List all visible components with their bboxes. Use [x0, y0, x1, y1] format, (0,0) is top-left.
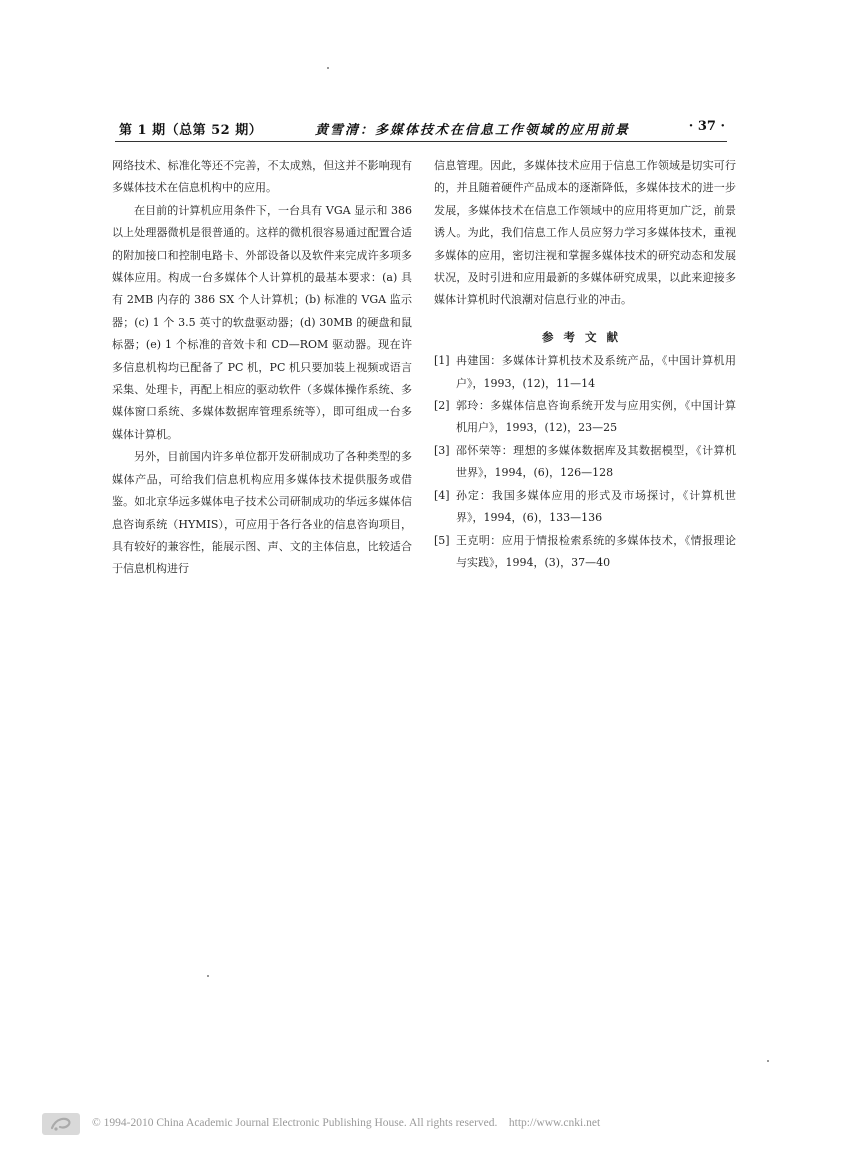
- reference-text: 邵怀荣等：理想的多媒体数据库及其数据模型，《计算机世界》，1994，(6)，126—128: [456, 443, 736, 480]
- reference-text: 郭玲：多媒体信息咨询系统开发与应用实例，《中国计算机用户》，1993，(12)，23—25: [456, 399, 736, 435]
- reference-text: 孙定：我国多媒体应用的形式及市场探讨，《计算机世界》，1994，(6)，133—136: [456, 488, 736, 525]
- left-column: [112, 155, 412, 581]
- cnki-logo: [42, 1113, 80, 1135]
- right-column: [434, 155, 736, 574]
- paragraph: 在目前的计算机应用条件下，一台具有 VGA 显示和 386 以上处理器微机是很普通的。这样的微机很容易通过配置合适的附加接口和控制电路卡、外部设备以及软件来完成许多项多媒体应用。构成一台多媒体个人计算机的最基本要求：(a) 具有 2MB 内存的 386 SX 个人计算机；(b) 标准的 VGA 监示器；(c) 1 个 3.5 英寸的软盘驱动器；(d) 30MB 的硬盘和鼠标器；(e) 1 个标准的音效卡和 CD—ROM 驱动器。现在许多信息机构均已配备了 PC 机，PC 机只要加装上视频或语言采集、处理卡，再配上相应的驱动软件（多媒体操作系统、多媒体窗口系统、多媒体数据库管理系统等），即可组成一台多媒体计算机。: [112, 203, 412, 441]
- reference-item: [434, 530, 736, 575]
- reference-item: [434, 395, 736, 440]
- running-title: 黄雪清：多媒体技术在信息工作领域的应用前景: [315, 123, 631, 138]
- reference-number: [1]: [434, 354, 450, 368]
- reference-number: [5]: [434, 533, 450, 547]
- paragraph: 信息管理。因此，多媒体技术应用于信息工作领域是切实可行的，并且随着硬件产品成本的逐渐降低，多媒体技术的进一步发展，多媒体技术在信息工作领域中的应用将更加广泛，前景诱人。为此，我们信息工作人员应努力学习多媒体技术，重视多媒体的应用，密切注视和掌握多媒体技术的研究动态和发展状况，及时引进和应用最新的多媒体研究成果，以此来迎接多媒体计算机时代浪潮对信息行业的冲击。: [434, 159, 736, 307]
- cnki-swirl-icon: [48, 1115, 74, 1133]
- copyright-footer: [42, 1113, 802, 1137]
- page-number: · 37 ·: [688, 119, 725, 134]
- reference-number: [3]: [434, 443, 450, 457]
- references-heading: 参考文献: [542, 329, 628, 344]
- copyright-text: © 1994-2010 China Academic Journal Electronic Publishing House. All rights reserved. http://www.cnki.net: [92, 1117, 601, 1129]
- reference-item: [434, 485, 736, 530]
- reference-text: 王克明：应用于情报检索系统的多媒体技术，《情报理论与实践》，1994，(3)，37—40: [456, 533, 736, 569]
- reference-number: [2]: [434, 399, 450, 413]
- reference-item: [434, 350, 736, 395]
- scan-speck: [327, 67, 329, 69]
- reference-text: 冉建国：多媒体计算机技术及系统产品，《中国计算机用户》，1993，(12)，11—14: [456, 354, 736, 390]
- scan-speck: [207, 975, 209, 977]
- reference-number: [4]: [434, 488, 450, 502]
- running-header: [115, 116, 727, 138]
- paragraph: 网络技术、标准化等还不完善，不太成熟，但这并不影响现有多媒体技术在信息机构中的应用。: [112, 159, 412, 195]
- scan-speck: [767, 1060, 769, 1062]
- paragraph: 另外，目前国内许多单位都开发研制成功了各种类型的多媒体产品，可给我们信息机构应用多媒体技术提供服务或借鉴。如北京华远多媒体电子技术公司研制成功的华远多媒体信息咨询系统（HYMIS），可应用于各行各业的信息咨询项目，具有较好的兼容性，能展示图、声、文的主体信息，比较适合于信息机构进行: [112, 450, 412, 576]
- header-rule: [115, 141, 727, 142]
- reference-item: [434, 440, 736, 485]
- issue-label: 第 1 期（总第 52 期）: [119, 123, 263, 138]
